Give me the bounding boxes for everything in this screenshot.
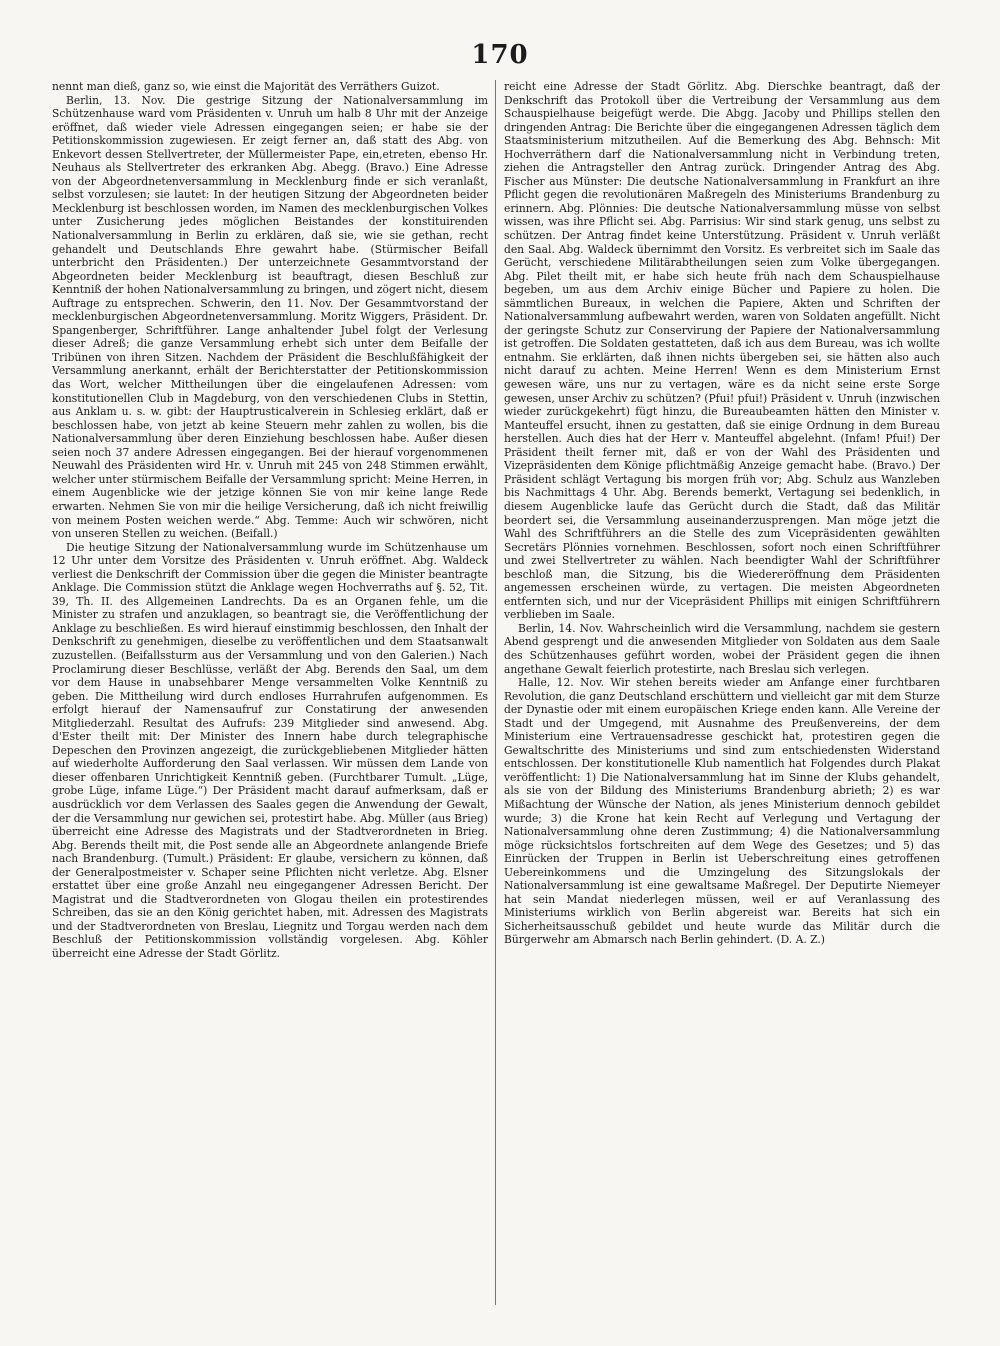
paragraph-halle-12-nov: Halle, 12. Nov. Wir stehen bereits wieder am Anfange einer furchtbaren Revolution, die ganz Deutschland erschüttern und vielleicht gar mit dem Sturze der Dynastie oder mit einem europäischen Kriege enden kann. Alle Vereine der Stadt und der Umgegend, mit Ausnahme des Preußenvereins, der dem Ministerium eine Vertrauensadresse geschickt hat, protestiren gegen die Gewaltschritte des Ministeriums und sind zum entschiedensten Widerstand entschlossen. Der konstitutionelle Klub namentlich hat Folgendes durch Plakat veröffentlicht: 1) Die Nationalversammlung hat im Sinne der Klubs gehandelt, als sie von der Bildung des Ministeriums Brandenburg abrieth; 2) es war Mißachtung der Wünsche der Nation, als jenes Ministerium dennoch gebildet wurde; 3) die Krone hat kein Recht auf Verlegung und Vertagung der Nationalversammlung ohne deren Zustimmung; 4) die Nationalversammlung möge rücksichtslos fortschreiten auf dem Wege des Gesetzes; und 5) das Einrücken der Truppen in Berlin ist Ueberschreitung eines getroffenen Uebereinkommens und die Umzingelung des Sitzungslokals der Nationalversammlung ist eine gewaltsame Maßregel. Der Deputirte Niemeyer hat sein Mandat niederlegen müssen, weil er auf Veranlassung des Ministeriums wirklich von Berlin abgereist war. Bereits hat sich ein Sicherheitsausschuß gebildet und heute wurde das Militär durch die Bürgerwehr am Abmarsch nach Berlin gehindert. (D. A. Z.)	[504, 676, 940, 947]
paragraph-heutige-sitzung: Die heutige Sitzung der Nationalversammlung wurde im Schützenhause um 12 Uhr unter dem Vorsitze des Präsidenten v. Unruh eröffnet. Abg. Waldeck verliest die Denkschrift der Commission über die gegen die Minister beantragte Anklage. Die Commission stützt die Anklage wegen Hochverraths auf §. 52, Tit. 39, Th. II. des Allgemeinen Landrechts. Da es an Organen fehle, um die Minister zu strafen und anzuklagen, so beantragt sie, die Veröffentlichung der Anklage zu beschließen. Es wird hierauf einstimmig beschlossen, den Inhalt der Denkschrift zu genehmigen, dieselbe zu veröffentlichen und dem Staatsanwalt zuzustellen. (Beifallssturm aus der Versammlung und von den Galerien.) Nach Proclamirung dieser Beschlüsse, verläßt der Abg. Berends den Saal, um dem vor dem Hause in unabsehbarer Menge versammelten Volke Kenntniß zu geben. Die Mittheilung wird durch endloses Hurrahrufen aufgenommen. Es erfolgt hierauf der Namensaufruf zur Constatirung der anwesenden Mitgliederzahl. Resultat des Aufrufs: 239 Mitglieder sind anwesend. Abg. d'Ester theilt mit: Der Minister des Innern habe durch telegraphische Depeschen den Provinzen angezeigt, die zurückgebliebenen Mitglieder hätten auf wiederholte Aufforderung den Saal verlassen. Wir müssen dem Lande von dieser offenbaren Unrichtigkeit Kenntniß geben. (Furchtbarer Tumult. „Lüge, grobe Lüge, infame Lüge.“) Der Präsident macht darauf aufmerksam, daß er ausdrücklich vor dem Verlassen des Saales gegen die Anwendung der Gewalt, der die Versammlung nur gewichen sei, protestirt habe. Abg. Müller (aus Brieg) überreicht eine Adresse des Magistrats und der Stadtverordneten in Brieg. Abg. Berends theilt mit, die Post sende alle an Abgeordnete anlangende Briefe nach Brandenburg. (Tumult.) Präsident: Er glaube, versichern zu können, daß der Generalpostmeister v. Schaper seine Pflichten nicht verletze. Abg. Elsner erstattet über eine große Anzahl neu eingegangener Adressen Bericht. Der Magistrat und die Stadtverordneten von Glogau theilen ein protestirendes Schreiben, das sie an den König gerichtet haben, mit. Adressen des Magistrats und der Stadtverordneten von Breslau, Liegnitz und Torgau werden nach dem Beschluß der Petitionskommission vollständig vorgelesen. Abg. Köhler überreicht eine Adresse der Stadt Görlitz.	[52, 540, 488, 960]
paragraph-guizot: nennt man dieß, ganz so, wie einst die Majorität des Verräthers Guizot.	[52, 80, 440, 93]
paragraph-continuation: reicht eine Adresse der Stadt Görlitz. Abg. Dierschke beantragt, daß der Denkschrift das Protokoll über die Vertreibung der Versammlung aus dem Schauspielhause beigefügt werde. Die Abgg. Jacoby und Phillips stellen den dringenden Antrag: Die Berichte über die eingegangenen Adressen täglich dem Staatsministerium mitzutheilen. Auf die Bemerkung des Abg. Behnsch: Mit Hochverräthern darf die Nationalversammlung nicht in Verbindung treten, ziehen die Antragsteller den Antrag zurück. Dringender Antrag des Abg. Fischer aus Münster: Die deutsche Nationalversammlung in Frankfurt an ihre Pflicht gegen die revolutionären Maßregeln des Ministeriums Brandenburg zu erinnern. Abg. Plönnies: Die deutsche Nationalversammlung müsse von selbst wissen, was ihre Pflicht sei. Abg. Parrisius: Wir sind stark genug, uns selbst zu schützen. Der Antrag findet keine Unterstützung. Präsident v. Unruh verläßt den Saal. Abg. Waldeck übernimmt den Vorsitz. Es verbreitet sich im Saale das Gerücht, verschiedene Militärabtheilungen seien zum Volke übergegangen. Abg. Pilet theilt mit, er habe sich heute früh nach dem Schauspielhause begeben, um aus dem Archiv einige Bücher und Papiere zu holen. Die sämmtlichen Bureaux, in welchen die Papiere, Akten und Schriften der Nationalversammlung aufbewahrt werden, waren von Soldaten angefüllt. Nicht der geringste Schutz zur Conservirung der Papiere der Nationalversammlung ist getroffen. Die Soldaten gestatteten, daß ich aus dem Bureau, was ich wollte entnahm. Sie erklärten, daß ihnen nichts übergeben sei, sie hätten also auch nicht darauf zu achten. Meine Herren! Wenn es dem Ministerium Ernst gewesen wäre, uns nur zu vertagen, wäre es da nicht seine erste Sorge gewesen, unser Archiv zu schützen? (Pfui! pfui!) Präsident v. Unruh (inzwischen wieder zurückgekehrt) fügt hinzu, die Bureaubeamten hätten den Minister v. Manteuffel ersucht, ihnen zu gestatten, daß sie einige Ordnung in dem Bureau herstellen. Auch dies hat der Herr v. Manteuffel abgelehnt. (Infam! Pfui!) Der Präsident theilt ferner mit, daß er von der Wahl des Präsidenten und Vizepräsidenten dem Könige pflichtmäßig Anzeige gemacht habe. (Bravo.) Der Präsident schlägt Vertagung bis morgen früh vor; Abg. Schulz aus Wanzleben bis Nachmittags 4 Uhr. Abg. Berends bemerkt, Vertagung sei bedenklich, in diesem Augenblicke laufe das Gerücht durch die Stadt, daß das Militär beordert sei, die Versammlung auseinanderzusprengen. Man möge jetzt die Wahl des Schriftführers an die Stelle des zum Vicepräsidenten gewählten Secretärs Plönnies vornehmen. Beschlossen, sofort noch einen Schriftführer und zwei Stellvertreter zu wählen. Nach beendigter Wahl der Schriftführer beschloß man, die Sitzung, bis die Wiedereröffnung dem Präsidenten angemessen erscheinen würde, zu vertagen. Die meisten Abgeordneten entfernten sich, und nur der Vicepräsident Phillips mit einigen Schriftführern verblieben im Saale.	[504, 80, 940, 622]
paragraph-berlin-14-nov: Berlin, 14. Nov. Wahrscheinlich wird die Versammlung, nachdem sie gestern Abend gesprengt und die anwesenden Mitglieder von Soldaten aus dem Saale des Schützenhauses geführt worden, wobei der Präsident gegen die ihnen angethane Gewalt feierlich protestirte, nach Breslau sich verlegen.	[504, 621, 940, 676]
column-divider	[495, 80, 496, 1305]
paragraph-berlin-13-nov: Berlin, 13. Nov. Die gestrige Sitzung der Nationalversammlung im Schützenhause ward vom Präsidenten v. Unruh um halb 8 Uhr mit der Anzeige eröffnet, daß wieder viele Adressen eingegangen seien; er habe sie der Petitionskommission zugewiesen. Er zeigt ferner an, daß statt des Abg. von Enkevort dessen Stellvertreter, der Müllermeister Pape, ein,etreten, ebenso Hr. Neuhaus als Stellvertreter des erkranken Abg. Abegg. (Bravo.) Eine Adresse von der Abgeordnetenversammlung in Mecklenburg finde er sich veranlaßt, selbst vorzulesen; sie lautet: In der heutigen Sitzung der Abgeordneten beider Mecklenburg ist beschlossen worden, im Namen des mecklenburgischen Volkes unter Zusicherung jedes möglichen Beistandes der konstituirenden Nationalversammlung in Berlin zu erklären, daß sie, wie sie gethan, recht gehandelt und Deutschlands Ehre gewahrt habe. (Stürmischer Beifall unterbricht den Präsidenten.) Der unterzeichnete Gesammtvorstand der Abgeordneten beider Mecklenburg ist beauftragt, diesen Beschluß zur Kenntniß der hohen Nationalversammlung zu bringen, und zögert nicht, diesem Auftrage zu entsprechen. Schwerin, den 11. Nov. Der Gesammtvorstand der mecklenburgischen Abgeordnetenversammlung. Moritz Wiggers, Präsident. Dr. Spangenberger, Schriftführer. Lange anhaltender Jubel folgt der Verlesung dieser Adreß; die ganze Versammlung erhebt sich unter dem Beifalle der Tribünen von ihren Sitzen. Nachdem der Präsident die Beschlußfähigkeit der Versammlung anerkannt, erhält der Berichterstatter der Petitionskommission das Wort, welcher Mittheilungen über die eingelaufenen Adressen: vom konstitutionellen Club in Magdeburg, von den verschiedenen Clubs in Stettin, aus Anklam u. s. w. gibt: der Hauptrusticalverein in Schlesieg erklärt, daß er beschlossen habe, von jetzt ab keine Steuern mehr zahlen zu wollen, bis die Nationalversammlung über deren Einziehung beschlossen habe. Außer diesen seien noch 37 andere Adressen eingegangen. Bei der hierauf vorgenommenen Neuwahl des Präsidenten wird Hr. v. Unruh mit 245 von 248 Stimmen erwählt, welcher unter stürmischem Beifalle der Versammlung spricht: Meine Herren, in einem Augenblicke wie der jetzige können Sie von mir keine lange Rede erwarten. Nehmen Sie von mir die heilige Versicherung, daß ich nicht freiwillig von meinem Posten weichen werde.“ Abg. Temme: Auch wir schwören, nicht von unseren Stellen zu weichen. (Beifall.)	[52, 93, 488, 541]
left-column	[52, 80, 488, 1320]
right-column	[504, 80, 940, 1320]
page-number: 170	[471, 40, 529, 70]
article-columns	[52, 80, 940, 1320]
